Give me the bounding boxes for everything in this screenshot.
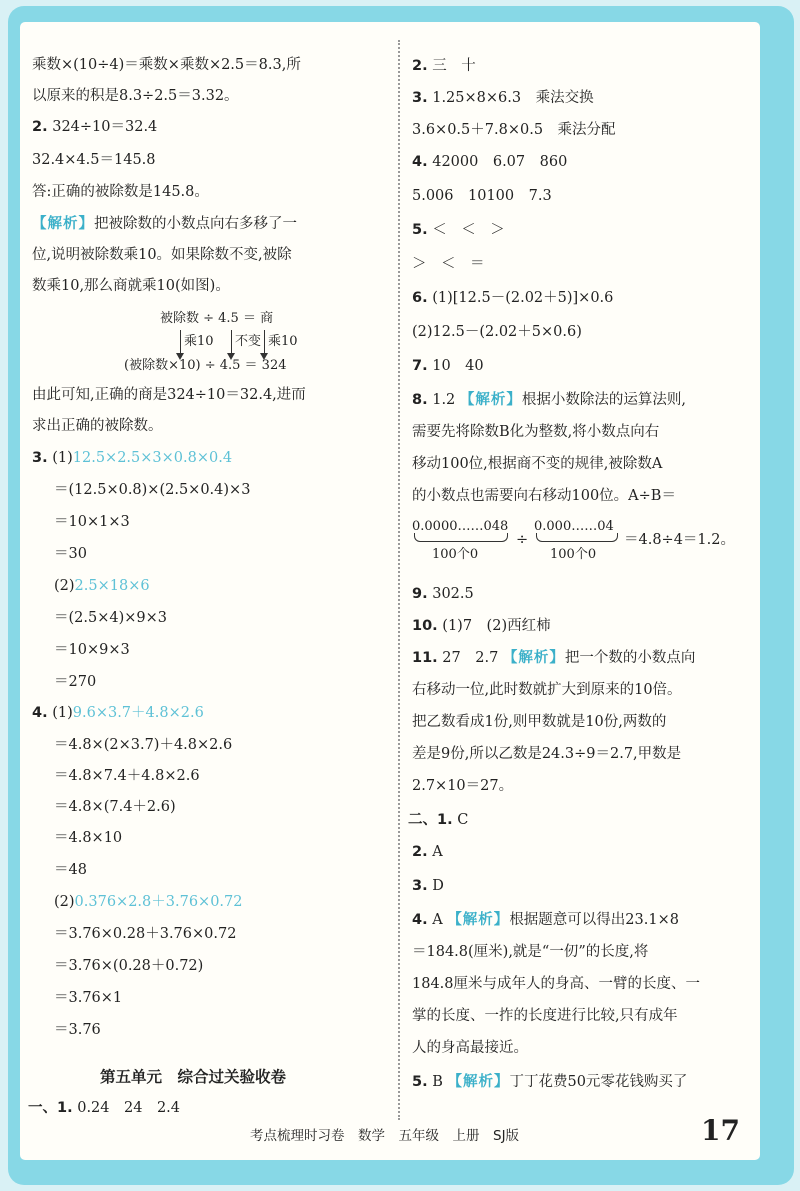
text-line: 根据小数除法的运算法则, <box>521 392 686 408</box>
text-line: 右移动一位,此时数就扩大到原来的10倍。 <box>412 682 682 698</box>
brace-icon <box>536 533 618 542</box>
step: ＝4.8×(2×3.7)＋4.8×2.6 <box>54 737 233 753</box>
fraction-1-sub: 100个0 <box>432 547 479 562</box>
text-line: 乘数×(10÷4)＝乘数×乘数×2.5＝8.3,所 <box>32 57 301 73</box>
text-line: ＝184.8(厘米),就是“一仞”的长度,将 <box>412 944 649 960</box>
sub-label: (2) <box>54 578 75 594</box>
text-line: 把乙数看成1份,则甲数就是10份,两数的 <box>412 714 667 730</box>
answer: (1)7 (2)西红柿 <box>442 618 551 634</box>
question-number: 5. <box>412 222 428 238</box>
text-line: 掌的长度、一拃的长度进行比较,只有成年 <box>412 1008 678 1024</box>
answer: 三 十 <box>432 58 476 74</box>
section-2-q3 <box>412 876 444 897</box>
text-line: 差是9份,所以乙数是24.3÷9＝2.7,甲数是 <box>412 746 682 762</box>
question-number: 7. <box>412 358 428 374</box>
section-2-q1 <box>408 810 468 831</box>
answer: 0.24 24 2.4 <box>77 1100 181 1116</box>
answer: B <box>432 1074 443 1090</box>
text-line: 数乘10,那么商就乘10(如图)。 <box>32 278 230 294</box>
diagram-label: 乘10 <box>268 334 298 349</box>
step: ＝4.8×7.4＋4.8×2.6 <box>54 768 200 784</box>
question-number: 10. <box>412 618 438 634</box>
answer-9 <box>412 584 474 605</box>
text-line: 324÷10＝32.4 <box>52 119 158 135</box>
analysis-tag: 【解析】 <box>459 392 522 408</box>
diagram-label: 乘10 <box>184 334 214 349</box>
text-line: 2.7×10＝27。 <box>412 778 514 794</box>
text-line: 答:正确的被除数是145.8。 <box>32 184 209 200</box>
explanation-line <box>32 214 297 235</box>
question-number: 4. <box>412 912 428 928</box>
answer: 10 40 <box>432 358 484 374</box>
answer-line: 5.006 10100 7.3 <box>412 188 552 204</box>
question-number: 6. <box>412 290 428 306</box>
answer: 1.2 <box>432 392 456 408</box>
text-line: 的小数点也需要向右移动100位。A÷B＝ <box>412 488 676 504</box>
text-line: 以原来的积是8.3÷2.5＝3.32。 <box>32 88 239 104</box>
answer-line: (2)12.5－(2.02＋5×0.6) <box>412 324 582 340</box>
question-number: 1. <box>437 812 453 828</box>
answer-line: ＞ ＜ ＝ <box>412 256 485 272</box>
section-label: 二、 <box>408 812 437 828</box>
analysis-tag: 【解析】 <box>502 650 565 666</box>
answer-8 <box>412 390 686 411</box>
text-line: 由此可知,正确的商是324÷10＝32.4,进而 <box>32 387 306 403</box>
section-2-q4 <box>412 910 679 931</box>
arrow-down-icon <box>180 330 181 358</box>
question-number: 3. <box>32 450 48 466</box>
expression: 0.376×2.8＋3.76×0.72 <box>74 894 243 910</box>
divide-sign: ÷ <box>516 532 529 548</box>
answer-2 <box>412 56 476 77</box>
expression: 9.6×3.7＋4.8×2.6 <box>72 705 204 721</box>
answer: A <box>432 912 443 928</box>
question-number: 4. <box>32 705 48 721</box>
answer: 1.25×8×6.3 乘法交换 <box>432 90 594 106</box>
answer: 302.5 <box>432 586 474 602</box>
analysis-tag: 【解析】 <box>32 216 94 232</box>
column-divider <box>398 40 400 1120</box>
answer-10 <box>412 616 551 637</box>
expression: 2.5×18×6 <box>74 578 150 594</box>
step: ＝3.76 <box>54 1022 101 1038</box>
answer: D <box>432 878 444 894</box>
question-number: 5. <box>412 1074 428 1090</box>
step: ＝(2.5×4)×9×3 <box>54 610 167 626</box>
sub-label: (2) <box>54 894 75 910</box>
section-label: 一、 <box>28 1100 57 1116</box>
text-line: 184.8厘米与成年人的身高、一臂的长度、一 <box>412 976 701 992</box>
question-number: 11. <box>412 650 438 666</box>
text-line: 需要先将除数B化为整数,将小数点向右 <box>412 424 660 440</box>
step: ＝3.76×1 <box>54 990 123 1006</box>
brace-icon <box>414 533 508 542</box>
text-line: 人的身高最接近。 <box>412 1040 528 1056</box>
text-line: 把被除数的小数点向右多移了一 <box>94 216 297 232</box>
section-1-q1 <box>28 1098 180 1119</box>
text-line: 32.4×4.5＝145.8 <box>32 152 156 168</box>
section-2-q2 <box>412 842 443 863</box>
question-3 <box>32 448 232 469</box>
sub-question <box>54 892 243 913</box>
answer: 42000 6.07 860 <box>432 154 568 170</box>
question-number: 2. <box>412 58 428 74</box>
text-line: 根据题意可以得出23.1×8 <box>509 912 679 928</box>
text-line: 移动100位,根据商不变的规律,被除数A <box>412 456 663 472</box>
expression: 12.5×2.5×3×0.8×0.4 <box>72 450 233 466</box>
question-number: 1. <box>57 1100 73 1116</box>
answer-6 <box>412 288 613 309</box>
question-number: 2. <box>32 119 48 135</box>
analysis-tag: 【解析】 <box>447 1074 510 1090</box>
step: ＝(12.5×0.8)×(2.5×0.4)×3 <box>54 482 251 498</box>
section-2-q5 <box>412 1072 687 1093</box>
arrow-down-icon <box>264 330 265 358</box>
answer-line: 3.6×0.5＋7.8×0.5 乘法分配 <box>412 122 616 138</box>
question-number: 3. <box>412 878 428 894</box>
step: ＝10×9×3 <box>54 642 130 658</box>
diagram-label: 不变 <box>235 334 262 349</box>
answer: (1)[12.5－(2.02＋5)]×0.6 <box>432 290 614 306</box>
step: ＝270 <box>54 674 97 690</box>
fraction-2-sub: 100个0 <box>550 547 597 562</box>
step: ＝4.8×10 <box>54 830 123 846</box>
question-number: 4. <box>412 154 428 170</box>
fraction-2: 0.000……04 <box>534 519 614 534</box>
sub-label: (1) <box>52 705 73 721</box>
step: ＝4.8×(7.4＋2.6) <box>54 799 176 815</box>
arrow-down-icon <box>231 330 232 358</box>
step: ＝30 <box>54 546 87 562</box>
answer: 27 2.7 <box>442 650 499 666</box>
answer-5 <box>412 220 505 241</box>
analysis-tag: 【解析】 <box>447 912 510 928</box>
step: ＝48 <box>54 862 87 878</box>
diagram-bottom: (被除数×10) ÷ 4.5 ＝ 324 <box>124 358 287 373</box>
diagram-top: 被除数 ÷ 4.5 ＝ 商 <box>160 311 274 326</box>
question-number: 8. <box>412 392 428 408</box>
text-line: 把一个数的小数点向 <box>564 650 696 666</box>
answer-4 <box>412 152 567 173</box>
text-line: 求出正确的被除数。 <box>32 418 163 434</box>
answer-11 <box>412 648 695 669</box>
question-4 <box>32 703 204 724</box>
fraction-1: 0.0000……048 <box>412 519 509 534</box>
question-number: 3. <box>412 90 428 106</box>
text-line: 位,说明被除数乘10。如果除数不变,被除 <box>32 247 292 263</box>
answer-3 <box>412 88 594 109</box>
step: ＝10×1×3 <box>54 514 130 530</box>
answer-7 <box>412 356 484 377</box>
question-number: 9. <box>412 586 428 602</box>
sub-label: (1) <box>52 450 73 466</box>
fraction-result: ＝4.8÷4＝1.2。 <box>624 532 735 548</box>
text-line: 丁丁花费50元零花钱购买了 <box>509 1074 688 1090</box>
answer: A <box>432 844 443 860</box>
step: ＝3.76×0.28＋3.76×0.72 <box>54 926 237 942</box>
sub-question <box>54 576 150 597</box>
answer: ＜ ＜ ＞ <box>432 222 505 238</box>
question-2 <box>32 117 157 138</box>
unit-heading: 第五单元 综合过关验收卷 <box>100 1068 287 1086</box>
step: ＝3.76×(0.28＋0.72) <box>54 958 204 974</box>
page-number: 17 <box>701 1114 740 1147</box>
answer: C <box>457 812 469 828</box>
question-number: 2. <box>412 844 428 860</box>
footer-text: 考点梳理时习卷 数学 五年级 上册 SJ版 <box>250 1128 520 1144</box>
